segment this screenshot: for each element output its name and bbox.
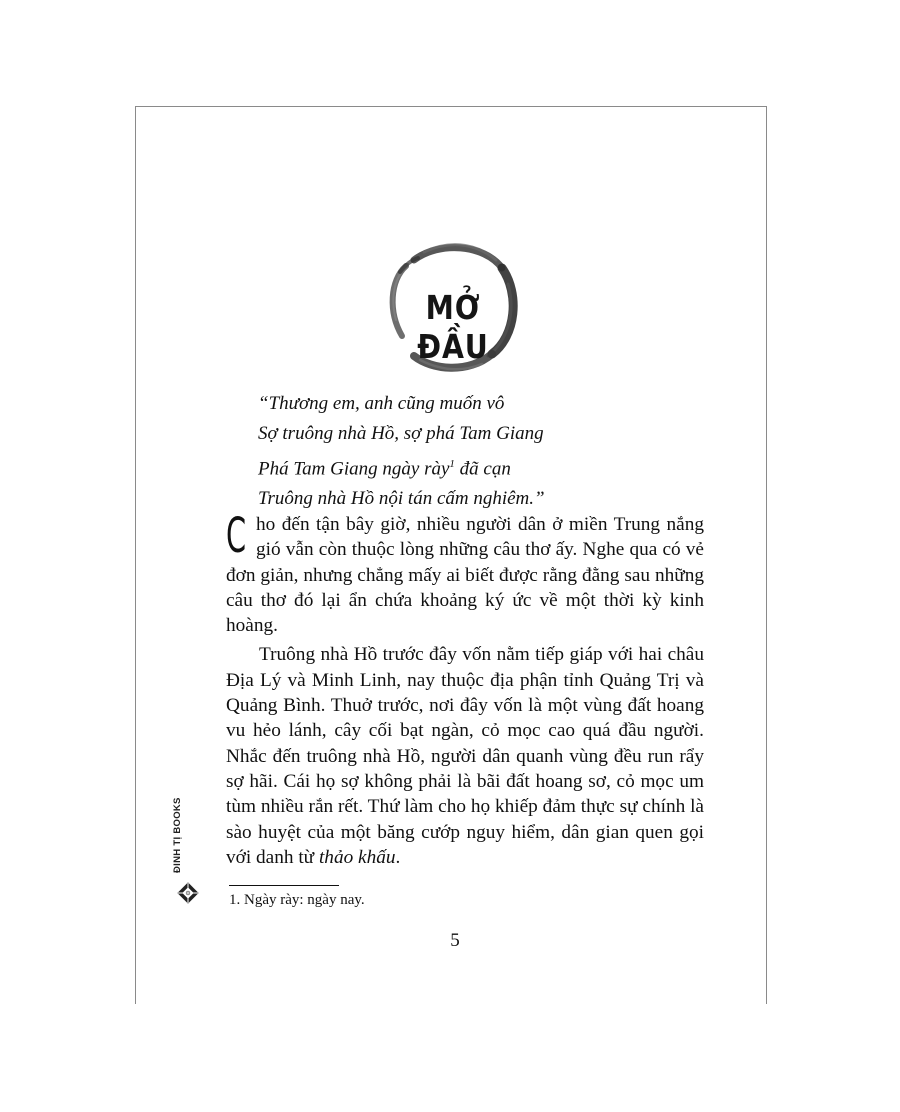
body-text: [226, 508, 704, 874]
poem-line-4: Truông nhà Hồ nội tán cấm nghiêm.”: [258, 488, 545, 510]
poem-line-3-text: Phá Tam Giang ngày rày: [258, 458, 450, 480]
poem-line-3-end: đã cạn: [454, 458, 511, 480]
paragraph-2: [226, 642, 704, 870]
footnote-ref: 1: [449, 458, 455, 470]
italic-term: thảo khấu: [318, 846, 396, 868]
paragraph-1: [226, 508, 704, 638]
poem-line-2: Sợ truông nhà Hồ, sợ phá Tam Giang: [258, 423, 544, 444]
poem-line-3: [258, 449, 698, 484]
footnote-divider: [229, 885, 339, 886]
publisher-diamond-logo-icon: [177, 882, 199, 904]
page-number: 5: [450, 930, 460, 951]
paragraph-2-end: .: [395, 846, 401, 868]
paragraph-1-text: ho đến tận bây giờ, nhiều người dân ở miền Trung nắng gió vẫn còn thuộc lòng những câu thơ ấy. Nghe qua có vẻ đơn giản, nhưng chẳng mấy ai biết được rằng đằng sau những câu thơ đó lại ẩn chứa khoảng ký ức về một thời kỳ kinh hoàng.: [226, 514, 704, 637]
poem-line-1: “Thương em, anh cũng muốn vô: [258, 393, 505, 414]
publisher-name: ĐINH TỊ BOOKS: [172, 797, 183, 873]
paragraph-2-text: Truông nhà Hồ trước đây vốn nằm tiếp giáp với hai châu Địa Lý và Minh Linh, nay thuộc địa phận tỉnh Quảng Trị và Quảng Bình. Thuở trước, nơi đây vốn là một vùng đất hoang vu hẻo lánh, cây cối bạt ngàn, cỏ mọc cao quá đầu người. Nhắc đến truông nhà Hồ, người dân quanh vùng đều run rẩy sợ hãi. Cái họ sợ không phải là bãi đất hoang sơ, cỏ mọc um tùm nhiều rắn rết. Thứ làm cho họ khiếp đảm thực sự chính là sào huyệt của một băng cướp nguy hiểm, dân gian quen gọi với danh từ: [226, 644, 704, 868]
footnote: 1. Ngày rày: ngày nay.: [229, 892, 365, 908]
chapter-title: MỞ ĐẦU: [417, 288, 489, 366]
epigraph-poem: [258, 389, 698, 514]
drop-cap: C: [226, 508, 247, 564]
